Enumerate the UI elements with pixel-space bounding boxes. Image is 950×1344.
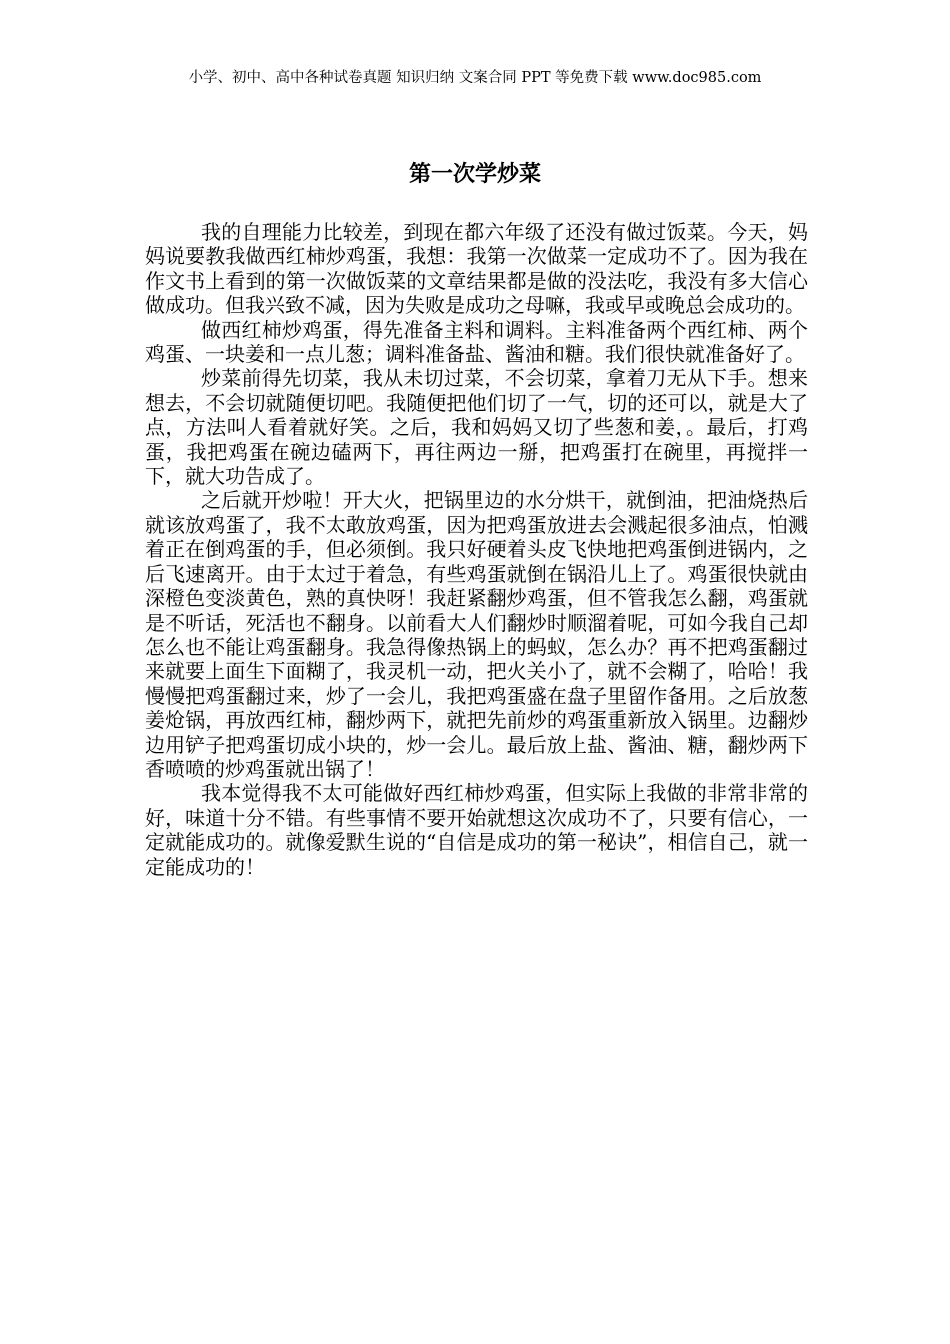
paragraph: 做西红柿炒鸡蛋，得先准备主料和调料。主料准备两个西红柿、两个鸡蛋、一块姜和一点儿葱；调料准备盐、酱油和糖。我们很快就准备好了。 — [145, 317, 808, 367]
paragraph: 我本觉得我不太可能做好西红柿炒鸡蛋，但实际上我做的非常非常的好，味道十分不错。有些事情不要开始就想这次成功不了，只要有信心，一定就能成功的。就像爱默生说的“自信是成功的第一秘诀”，相信自己，就一定能成功的！ — [145, 781, 808, 879]
essay-body — [145, 220, 808, 879]
page-header: 小学、初中、高中各种试卷真题 知识归纳 文案合同 PPT 等免费下载 www.doc985.com — [188, 70, 762, 86]
paragraph: 我的自理能力比较差，到现在都六年级了还没有做过饭菜。今天，妈妈说要教我做西红柿炒鸡蛋，我想：我第一次做菜一定成功不了。因为我在作文书上看到的第一次做饭菜的文章结果都是做的没法吃，我没有多大信心做成功。但我兴致不减，因为失败是成功之母嘛，我或早或晚总会成功的。 — [145, 220, 808, 318]
paragraph: 之后就开炒啦！开大火，把锅里边的水分烘干，就倒油，把油烧热后就该放鸡蛋了，我不太敢放鸡蛋，因为把鸡蛋放进去会溅起很多油点，怕溅着正在倒鸡蛋的手，但必须倒。我只好硬着头皮飞快地把鸡蛋倒进锅内，之后飞速离开。由于太过于着急，有些鸡蛋就倒在锅沿儿上了。鸡蛋很快就由深橙色变淡黄色，熟的真快呀！我赶紧翻炒鸡蛋，但不管我怎么翻，鸡蛋就是不听话，死活也不翻身。以前看大人们翻炒时顺溜着呢，可如今我自己却怎么也不能让鸡蛋翻身。我急得像热锅上的蚂蚁，怎么办？再不把鸡蛋翻过来就要上面生下面糊了，我灵机一动，把火关小了，就不会糊了，哈哈！我慢慢把鸡蛋翻过来，炒了一会儿，我把鸡蛋盛在盘子里留作备用。之后放葱姜炝锅，再放西红柿，翻炒两下，就把先前炒的鸡蛋重新放入锅里。边翻炒边用铲子把鸡蛋切成小块的，炒一会儿。最后放上盐、酱油、糖，翻炒两下香喷喷的炒鸡蛋就出锅了！ — [145, 488, 808, 781]
paragraph: 炒菜前得先切菜，我从未切过菜，不会切菜，拿着刀无从下手。想来想去，不会切就随便切吧。我随便把他们切了一气，切的还可以，就是大了点，方法叫人看着就好笑。之后，我和妈妈又切了些葱和姜，。最后，打鸡蛋，我把鸡蛋在碗边磕两下，再往两边一掰，把鸡蛋打在碗里，再搅拌一下，就大功告成了。 — [145, 366, 808, 489]
essay-title: 第一次学炒菜 — [408, 162, 541, 187]
